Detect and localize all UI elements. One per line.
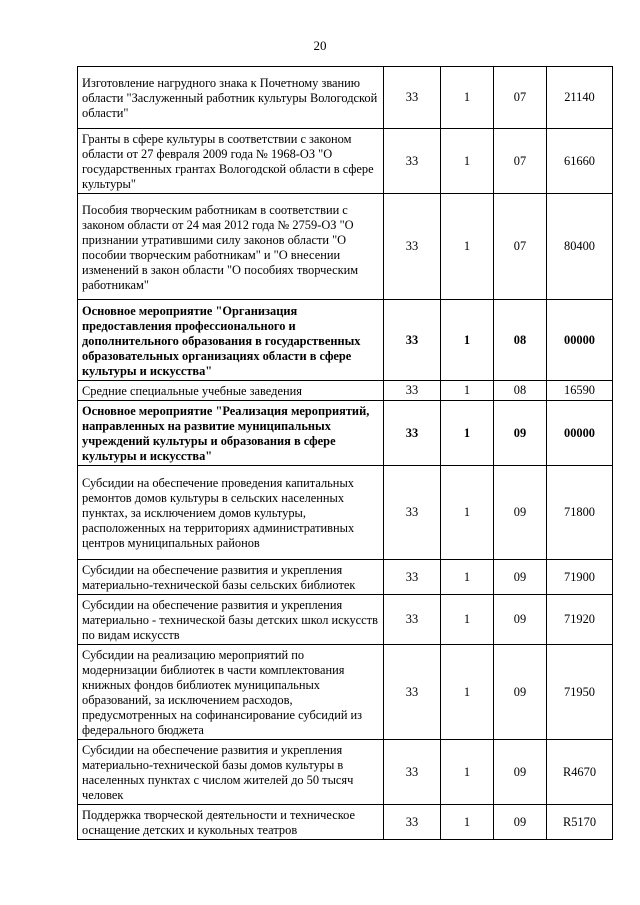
program-code-cell: 33 — [384, 194, 441, 300]
row-name-cell: Субсидии на обеспечение развития и укрепления материально - технической базы детских школ искусств по видам искусств — [78, 595, 384, 645]
program-code-cell: 33 — [384, 560, 441, 595]
table-body — [78, 67, 613, 840]
program-code-cell: 33 — [384, 595, 441, 645]
row-name-cell: Изготовление нагрудного знака к Почетному званию области "Заслуженный работник культуры Вологодской области" — [78, 67, 384, 129]
row-name-cell: Гранты в сфере культуры в соответствии с законом области от 27 февраля 2009 года № 1968-ОЗ "О государственных грантах Вологодской области в сфере культуры" — [78, 129, 384, 194]
subprogram-code-cell: 1 — [441, 560, 494, 595]
program-code-cell: 33 — [384, 300, 441, 381]
event-code-cell: 07 — [494, 129, 547, 194]
event-code-cell: 07 — [494, 194, 547, 300]
subprogram-code-cell: 1 — [441, 194, 494, 300]
row-name-cell: Основное мероприятие "Организация предоставления профессионального и дополнительного образования в государственных образовательных организациях области в сфере культуры и искусства" — [78, 300, 384, 381]
direction-code-cell: 71920 — [547, 595, 613, 645]
program-code-cell: 33 — [384, 381, 441, 401]
row-name-cell: Основное мероприятие "Реализация мероприятий, направленных на развитие муниципальных учреждений культуры и образования в сфере культуры и искусства" — [78, 401, 384, 466]
table-row — [78, 194, 613, 300]
table-row — [78, 645, 613, 740]
direction-code-cell: R5170 — [547, 805, 613, 840]
row-name-cell: Пособия творческим работникам в соответствии с законом области от 24 мая 2012 года № 2759-ОЗ "О признании утратившими силу законов области "О пособии творческим работникам" и "О внесении изменений в закон области "О пособиях творческим работникам" — [78, 194, 384, 300]
subprogram-code-cell: 1 — [441, 466, 494, 560]
subprogram-code-cell: 1 — [441, 381, 494, 401]
subprogram-code-cell: 1 — [441, 401, 494, 466]
page-number: 20 — [313, 38, 327, 53]
direction-code-cell: 71900 — [547, 560, 613, 595]
table-row — [78, 67, 613, 129]
event-code-cell: 08 — [494, 300, 547, 381]
budget-classification-table — [77, 66, 613, 840]
table-row — [78, 129, 613, 194]
table-row — [78, 560, 613, 595]
table-row — [78, 740, 613, 805]
table-row — [78, 466, 613, 560]
event-code-cell: 09 — [494, 595, 547, 645]
table-row — [78, 300, 613, 381]
table-row — [78, 401, 613, 466]
subprogram-code-cell: 1 — [441, 67, 494, 129]
event-code-cell: 09 — [494, 740, 547, 805]
row-name-cell: Поддержка творческой деятельности и техническое оснащение детских и кукольных театров — [78, 805, 384, 840]
program-code-cell: 33 — [384, 129, 441, 194]
subprogram-code-cell: 1 — [441, 805, 494, 840]
subprogram-code-cell: 1 — [441, 645, 494, 740]
direction-code-cell: 21140 — [547, 67, 613, 129]
event-code-cell: 09 — [494, 805, 547, 840]
program-code-cell: 33 — [384, 401, 441, 466]
direction-code-cell: 71950 — [547, 645, 613, 740]
table-row — [78, 805, 613, 840]
row-name-cell: Субсидии на обеспечение развития и укрепления материально-технической базы сельских библиотек — [78, 560, 384, 595]
event-code-cell: 09 — [494, 466, 547, 560]
program-code-cell: 33 — [384, 805, 441, 840]
direction-code-cell: 80400 — [547, 194, 613, 300]
event-code-cell: 08 — [494, 381, 547, 401]
row-name-cell: Субсидии на обеспечение развития и укрепления материально-технической базы домов культуры в населенных пунктах с числом жителей до 50 тысяч человек — [78, 740, 384, 805]
subprogram-code-cell: 1 — [441, 740, 494, 805]
table-row — [78, 381, 613, 401]
row-name-cell: Субсидии на обеспечение проведения капитальных ремонтов домов культуры в сельских населенных пунктах, за исключением домов культуры, расположенных на территориях административных центров муниципальных районов — [78, 466, 384, 560]
direction-code-cell: 61660 — [547, 129, 613, 194]
direction-code-cell: 00000 — [547, 401, 613, 466]
event-code-cell: 09 — [494, 560, 547, 595]
direction-code-cell: 71800 — [547, 466, 613, 560]
program-code-cell: 33 — [384, 67, 441, 129]
direction-code-cell: R4670 — [547, 740, 613, 805]
event-code-cell: 09 — [494, 645, 547, 740]
event-code-cell: 09 — [494, 401, 547, 466]
subprogram-code-cell: 1 — [441, 595, 494, 645]
row-name-cell: Средние специальные учебные заведения — [78, 381, 384, 401]
program-code-cell: 33 — [384, 740, 441, 805]
row-name-cell: Субсидии на реализацию мероприятий по модернизации библиотек в части комплектования книжных фондов библиотек муниципальных образований, за исключением расходов, предусмотренных на софинансирование субсидий из федерального бюджета — [78, 645, 384, 740]
program-code-cell: 33 — [384, 466, 441, 560]
event-code-cell: 07 — [494, 67, 547, 129]
direction-code-cell: 16590 — [547, 381, 613, 401]
program-code-cell: 33 — [384, 645, 441, 740]
direction-code-cell: 00000 — [547, 300, 613, 381]
table-row — [78, 595, 613, 645]
subprogram-code-cell: 1 — [441, 129, 494, 194]
subprogram-code-cell: 1 — [441, 300, 494, 381]
